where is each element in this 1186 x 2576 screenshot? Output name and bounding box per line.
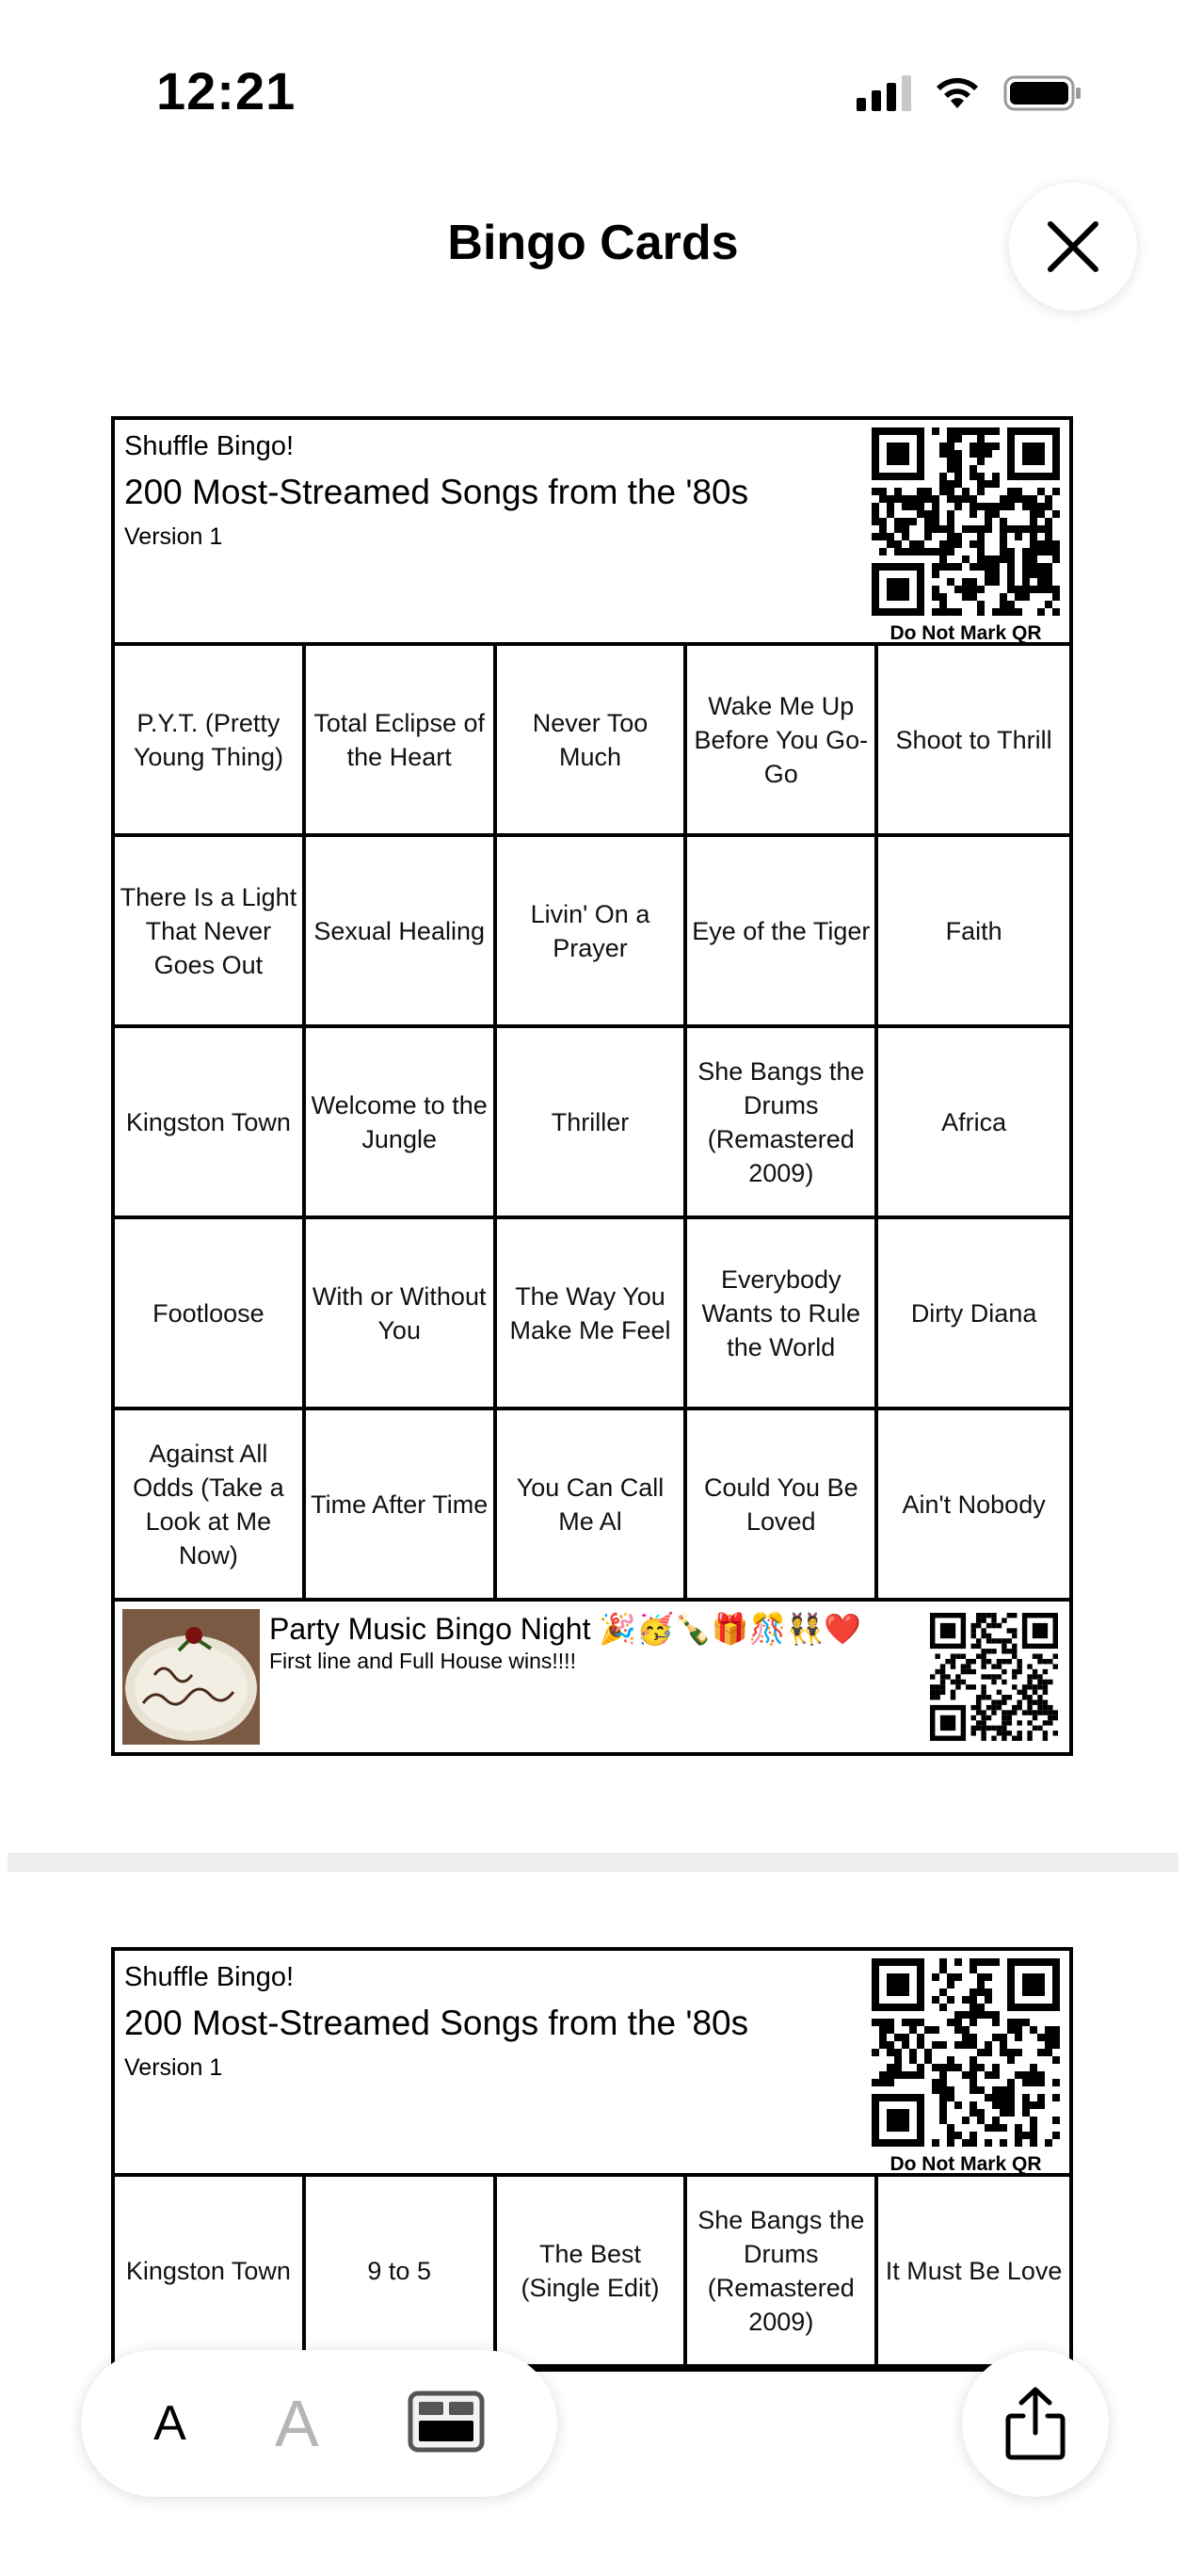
wifi-icon	[932, 74, 983, 112]
card-header	[115, 420, 1069, 646]
card-version: Version 1	[124, 523, 223, 550]
bingo-cell: Eye of the Tiger	[687, 837, 878, 1028]
bingo-cell: Total Eclipse of the Heart	[306, 646, 497, 837]
card-title: 200 Most-Streamed Songs from the '80s	[124, 473, 749, 511]
bingo-cell: Livin' On a Prayer	[497, 837, 688, 1028]
card-qr	[872, 1958, 1060, 2176]
qr-code-icon	[872, 427, 1060, 616]
bingo-cell: Welcome to the Jungle	[306, 1028, 497, 1219]
card-qr	[872, 427, 1060, 645]
qr-caption: Do Not Mark QR	[890, 2153, 1042, 2175]
card-layout-icon	[408, 2391, 485, 2453]
share-icon	[1002, 2384, 1068, 2463]
bingo-cell: Africa	[878, 1028, 1069, 1219]
bingo-cell: The Best (Single Edit)	[497, 2177, 688, 2368]
bingo-cell: Footloose	[115, 1219, 306, 1410]
bingo-cell: Never Too Much	[497, 646, 688, 837]
bingo-cell: 9 to 5	[306, 2177, 497, 2368]
bingo-cell: Kingston Town	[115, 2177, 306, 2368]
bingo-cell: Against All Odds (Take a Look at Me Now)	[115, 1410, 306, 1602]
qr-code-icon	[872, 1958, 1060, 2147]
close-button[interactable]	[1009, 183, 1137, 311]
qr-caption: Do Not Mark QR	[890, 622, 1042, 644]
bingo-cell: She Bangs the Drums (Remastered 2009)	[687, 2177, 878, 2368]
card-header	[115, 1951, 1069, 2177]
footer-subtitle: First line and Full House wins!!!!	[269, 1649, 576, 1673]
card-layout-button[interactable]	[408, 2391, 485, 2457]
bingo-cell: With or Without You	[306, 1219, 497, 1410]
bingo-grid	[115, 2177, 1069, 2368]
anniversary-cake-photo	[122, 1609, 260, 1745]
bingo-cell: Kingston Town	[115, 1028, 306, 1219]
bingo-grid	[115, 646, 1069, 1602]
bingo-cell: The Way You Make Me Feel	[497, 1219, 688, 1410]
battery-icon	[1003, 73, 1082, 113]
bingo-card-1	[111, 416, 1073, 1756]
bingo-cell: Shoot to Thrill	[878, 646, 1069, 837]
cellular-signal-icon	[857, 75, 911, 111]
bingo-cell: Thriller	[497, 1028, 688, 1219]
bingo-page-1	[8, 341, 1178, 1853]
footer-qr-code-icon	[930, 1613, 1058, 1741]
status-icons	[857, 73, 1082, 113]
footer-title: Party Music Bingo Night 🎉🥳🍾🎁🎊👯❤️	[269, 1612, 862, 1646]
bingo-card-2	[111, 1947, 1073, 2372]
bingo-cell: It Must Be Love	[878, 2177, 1069, 2368]
page-title: Bingo Cards	[447, 216, 739, 270]
share-button[interactable]	[962, 2350, 1109, 2497]
bingo-cell: Could You Be Loved	[687, 1410, 878, 1602]
bingo-cell: Ain't Nobody	[878, 1410, 1069, 1602]
font-toolbar	[81, 2350, 557, 2497]
bingo-cell: Time After Time	[306, 1410, 497, 1602]
status-time: 12:21	[156, 61, 296, 121]
bingo-cell: Faith	[878, 837, 1069, 1028]
bingo-cell: Everybody Wants to Rule the World	[687, 1219, 878, 1410]
bingo-cell: You Can Call Me Al	[497, 1410, 688, 1602]
bingo-cell: Sexual Healing	[306, 837, 497, 1028]
bingo-cell: There Is a Light That Never Goes Out	[115, 837, 306, 1028]
bingo-cell: She Bangs the Drums (Remastered 2009)	[687, 1028, 878, 1219]
bingo-cards-scroll[interactable]	[8, 341, 1178, 2576]
card-footer	[115, 1602, 1069, 1752]
card-version: Version 1	[124, 2054, 223, 2081]
card-brand: Shuffle Bingo!	[124, 1962, 295, 1992]
bingo-cell: P.Y.T. (Pretty Young Thing)	[115, 646, 306, 837]
bingo-cell: Wake Me Up Before You Go-Go	[687, 646, 878, 837]
font-size-large-button[interactable]: A	[274, 2387, 319, 2460]
bingo-cell: Dirty Diana	[878, 1219, 1069, 1410]
font-size-small-button[interactable]: A	[153, 2396, 186, 2451]
status-bar	[0, 0, 1186, 188]
card-brand: Shuffle Bingo!	[124, 431, 295, 461]
card-title: 200 Most-Streamed Songs from the '80s	[124, 2004, 749, 2042]
close-icon	[1045, 218, 1101, 275]
